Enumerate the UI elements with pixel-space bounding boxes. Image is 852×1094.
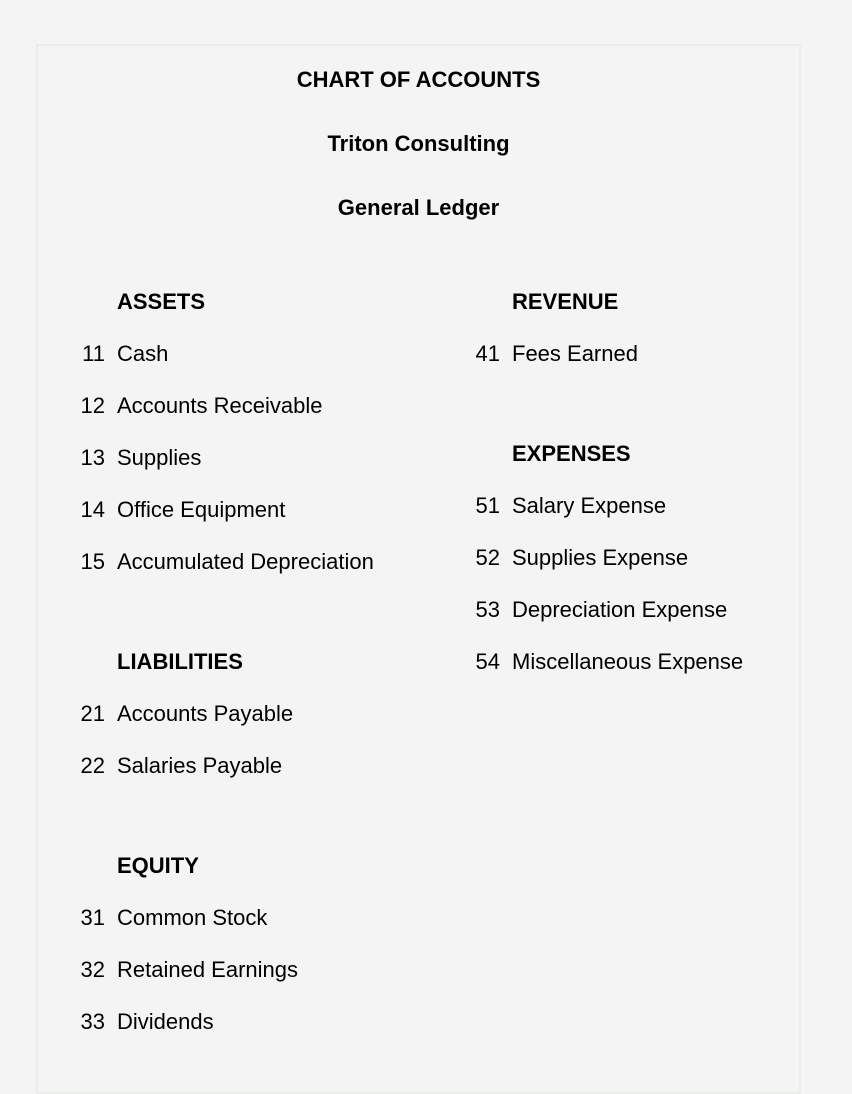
account-name: Fees Earned xyxy=(512,341,638,366)
account-number: 33 xyxy=(80,1009,105,1034)
account-row xyxy=(76,957,299,983)
section-title: EQUITY xyxy=(117,853,199,878)
section-title: ASSETS xyxy=(117,289,206,314)
account-name: Cash xyxy=(117,341,169,366)
account-number: 51 xyxy=(475,493,500,518)
account-row xyxy=(76,393,323,419)
account-row xyxy=(471,341,638,367)
account-row xyxy=(471,493,667,519)
account-row xyxy=(471,597,728,623)
account-name: Salaries Payable xyxy=(117,753,283,778)
account-row xyxy=(76,1009,214,1035)
account-name: Retained Earnings xyxy=(117,957,299,982)
account-number: 13 xyxy=(80,445,105,470)
account-number: 53 xyxy=(475,597,500,622)
account-row xyxy=(76,445,202,471)
account-name: Dividends xyxy=(117,1009,214,1034)
account-name: Supplies xyxy=(117,445,202,470)
account-row xyxy=(76,701,294,727)
chart-of-accounts-sheet xyxy=(36,44,801,1094)
company-name: Triton Consulting xyxy=(327,131,510,156)
account-row xyxy=(471,649,744,675)
account-name: Accounts Receivable xyxy=(117,393,323,418)
account-name: Common Stock xyxy=(117,905,268,930)
account-name: Accumulated Depreciation xyxy=(117,549,374,574)
account-name: Depreciation Expense xyxy=(512,597,728,622)
account-name: Salary Expense xyxy=(512,493,667,518)
account-name: Accounts Payable xyxy=(117,701,294,726)
section-title: LIABILITIES xyxy=(117,649,243,674)
account-number: 54 xyxy=(475,649,500,674)
account-number: 22 xyxy=(80,753,105,778)
account-number: 21 xyxy=(80,701,105,726)
account-row xyxy=(76,905,268,931)
account-number: 12 xyxy=(80,393,105,418)
account-row xyxy=(76,549,374,575)
account-number: 32 xyxy=(80,957,105,982)
account-name: Office Equipment xyxy=(117,497,286,522)
section-title: EXPENSES xyxy=(512,441,631,466)
account-row xyxy=(76,753,283,779)
account-number: 15 xyxy=(80,549,105,574)
section-title: REVENUE xyxy=(512,289,619,314)
account-row xyxy=(76,497,286,523)
account-name: Miscellaneous Expense xyxy=(512,649,744,674)
ledger-title: General Ledger xyxy=(337,195,500,220)
account-number: 14 xyxy=(80,497,105,522)
account-number: 31 xyxy=(80,905,105,930)
account-row xyxy=(471,545,689,571)
account-name: Supplies Expense xyxy=(512,545,689,570)
account-number: 11 xyxy=(82,341,105,366)
document-title: CHART OF ACCOUNTS xyxy=(296,67,541,92)
account-number: 52 xyxy=(475,545,500,570)
account-number: 41 xyxy=(475,341,500,366)
account-row xyxy=(76,341,169,367)
